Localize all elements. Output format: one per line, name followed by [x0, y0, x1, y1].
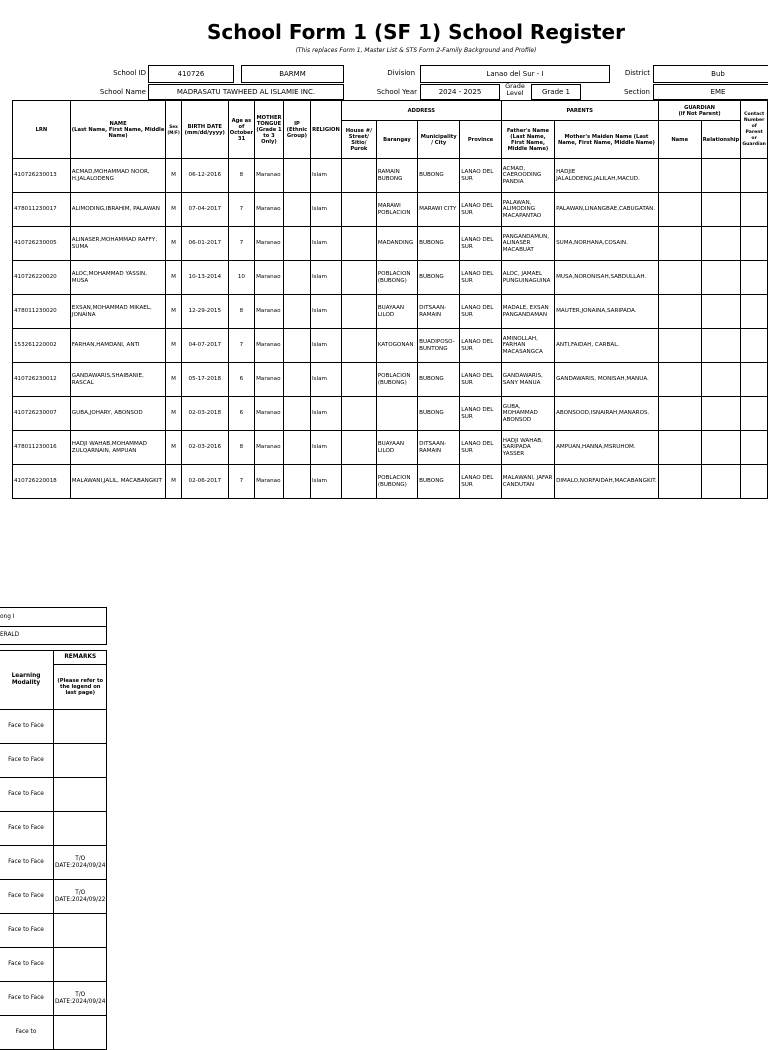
- remarks-legend-note: (Please refer to the legend on last page): [54, 665, 107, 710]
- mother-tongue-cell: Maranao: [255, 397, 284, 431]
- table-row: [13, 363, 768, 397]
- col-mother: Mother's Maiden Name (Last Name, First Name, Middle Name): [555, 121, 659, 159]
- province-cell: LANAO DEL SUR: [460, 397, 502, 431]
- guardian-relationship-cell: [701, 159, 741, 193]
- municipality-cell: DITSAAN-RAMAIN: [418, 295, 460, 329]
- contact-cell: [741, 363, 768, 397]
- birthdate-cell: 06-12-2016: [181, 159, 228, 193]
- col-contact: Contact Number of Parent or Guardian: [741, 101, 768, 159]
- mother-cell: AMPUAN,HANNA,MSRUHOM.: [555, 431, 659, 465]
- father-cell: PALAWAN, ALIMODING MACAPANTAO: [501, 193, 554, 227]
- birthdate-cell: 04-07-2017: [181, 329, 228, 363]
- remarks-cell: T/O DATE:2024/09/24: [54, 846, 107, 880]
- lrn-cell: 478011230020: [13, 295, 71, 329]
- ip-cell: [283, 465, 310, 499]
- province-cell: LANAO DEL SUR: [460, 193, 502, 227]
- house-cell: [341, 397, 376, 431]
- contact-cell: [741, 227, 768, 261]
- division-field: Lanao del Sur - I: [420, 65, 610, 83]
- house-cell: [341, 227, 376, 261]
- table-row: [13, 397, 768, 431]
- guardian-name-cell: [658, 193, 701, 227]
- col-barangay: Barangay: [376, 121, 417, 159]
- col-lrn: LRN: [13, 101, 71, 159]
- col-parents: PARENTS: [501, 101, 658, 121]
- lrn-cell: 410726230005: [13, 227, 71, 261]
- guardian-name-cell: [658, 227, 701, 261]
- division-label: Division: [387, 69, 415, 77]
- sex-cell: M: [166, 397, 181, 431]
- province-cell: LANAO DEL SUR: [460, 261, 502, 295]
- contact-cell: [741, 159, 768, 193]
- register-table: [12, 100, 768, 499]
- religion-cell: Islam: [310, 295, 341, 329]
- lrn-cell: 153261220002: [13, 329, 71, 363]
- grade-level-label: Grade Level: [505, 82, 525, 97]
- barangay-cell: BUAYAAN LILOD: [376, 295, 417, 329]
- religion-cell: Islam: [310, 193, 341, 227]
- barangay-cell: BUAYAAN LILOD: [376, 431, 417, 465]
- birthdate-cell: 02-03-2016: [181, 431, 228, 465]
- remarks-cell: [54, 914, 107, 948]
- mother-tongue-cell: Maranao: [255, 193, 284, 227]
- modality-cell: Face to Face: [0, 710, 54, 744]
- guardian-relationship-cell: [701, 465, 741, 499]
- municipality-cell: BUBONG: [418, 465, 460, 499]
- school-year-label: School Year: [376, 88, 417, 96]
- sex-cell: M: [166, 193, 181, 227]
- region-field: BARMM: [241, 65, 344, 83]
- col-age: Age as of October 31: [228, 101, 254, 159]
- mother-cell: GANDAWARIS, MONISAH,MANUA.: [555, 363, 659, 397]
- school-name-label: School Name: [99, 88, 146, 96]
- col-guardian-name: Name: [658, 121, 701, 159]
- ip-cell: [283, 193, 310, 227]
- religion-cell: Islam: [310, 261, 341, 295]
- contact-cell: [741, 431, 768, 465]
- religion-cell: Islam: [310, 159, 341, 193]
- form-title: School Form 1 (SF 1) School Register: [207, 20, 625, 44]
- father-cell: HADJI WAHAB, SARIPADA YASSER: [501, 431, 554, 465]
- mother-tongue-cell: Maranao: [255, 465, 284, 499]
- father-cell: GANDAWARIS, SANY MANUA: [501, 363, 554, 397]
- col-address: ADDRESS: [341, 101, 501, 121]
- mother-cell: MAUTER,JONAINA,SARIPADA.: [555, 295, 659, 329]
- col-house: House #/ Street/ Sitio/ Purok: [341, 121, 376, 159]
- guardian-relationship-cell: [701, 295, 741, 329]
- modality-cell: Face to Face: [0, 846, 54, 880]
- sex-cell: M: [166, 295, 181, 329]
- barangay-cell: RAMAIN BUBONG: [376, 159, 417, 193]
- province-cell: LANAO DEL SUR: [460, 465, 502, 499]
- remarks-cell: [54, 1016, 107, 1050]
- mother-cell: ANTI,FAIDAH, CARBAL.: [555, 329, 659, 363]
- municipality-cell: BUADIPOSO-BUNTONG: [418, 329, 460, 363]
- lrn-cell: 410726230007: [13, 397, 71, 431]
- municipality-cell: BUBONG: [418, 159, 460, 193]
- sex-cell: M: [166, 431, 181, 465]
- mother-cell: ABONSOOD,ISNAIRAH,MANAROS.: [555, 397, 659, 431]
- district-label: District: [624, 69, 650, 77]
- col-learning-modality: Learning Modality: [0, 651, 54, 710]
- house-cell: [341, 431, 376, 465]
- guardian-relationship-cell: [701, 329, 741, 363]
- col-guardian: GUARDIAN (if Not Parent): [658, 101, 740, 121]
- ip-cell: [283, 397, 310, 431]
- remarks-cell: [54, 778, 107, 812]
- mother-cell: SUMA,NORHANA,COSAIN.: [555, 227, 659, 261]
- lrn-cell: 410726230013: [13, 159, 71, 193]
- school-id-field: 410726: [148, 65, 234, 83]
- col-guardian-relationship: Relationship: [701, 121, 741, 159]
- table-row: [13, 295, 768, 329]
- province-cell: LANAO DEL SUR: [460, 431, 502, 465]
- remarks-cell: [54, 812, 107, 846]
- guardian-relationship-cell: [701, 193, 741, 227]
- birthdate-cell: 12-29-2015: [181, 295, 228, 329]
- mother-tongue-cell: Maranao: [255, 227, 284, 261]
- municipality-cell: MARAWI CITY: [418, 193, 460, 227]
- house-cell: [341, 329, 376, 363]
- modality-cell: Face to Face: [0, 778, 54, 812]
- mother-tongue-cell: Maranao: [255, 431, 284, 465]
- barangay-cell: MARAWI POBLACION: [376, 193, 417, 227]
- name-cell: GANDAWARIS,SHAIBANIE, RASCAL: [70, 363, 166, 397]
- sex-cell: M: [166, 159, 181, 193]
- birthdate-cell: 05-17-2018: [181, 363, 228, 397]
- col-birthdate: BIRTH DATE (mm/dd/yyyy): [181, 101, 228, 159]
- house-cell: [341, 159, 376, 193]
- ip-cell: [283, 159, 310, 193]
- remarks-cell: T/O DATE:2024/09/24: [54, 982, 107, 1016]
- province-cell: LANAO DEL SUR: [460, 295, 502, 329]
- name-cell: HADJI WAHAB,MOHAMMAD ZULQARNAIN, AMPUAN: [70, 431, 166, 465]
- district-field: Bub: [653, 65, 768, 83]
- barangay-cell: POBLACION (BUBONG): [376, 261, 417, 295]
- ip-cell: [283, 363, 310, 397]
- father-cell: PANGANDAMUN, ALINASER MACABUAT: [501, 227, 554, 261]
- modality-cell: Face to Face: [0, 948, 54, 982]
- municipality-cell: BUBONG: [418, 261, 460, 295]
- guardian-relationship-cell: [701, 431, 741, 465]
- side-header-line-1: ong I: [0, 608, 107, 627]
- ip-cell: [283, 227, 310, 261]
- form-subtitle: (This replaces Form 1, Master List & STS Form 2-Family Background and Profile): [295, 47, 537, 54]
- modality-cell: Face to: [0, 1016, 54, 1050]
- table-row: [13, 465, 768, 499]
- birthdate-cell: 06-01-2017: [181, 227, 228, 261]
- age-cell: 6: [228, 397, 254, 431]
- modality-remarks-table: [0, 607, 107, 1050]
- religion-cell: Islam: [310, 227, 341, 261]
- religion-cell: Islam: [310, 465, 341, 499]
- remarks-cell: T/O DATE:2024/09/22: [54, 880, 107, 914]
- name-cell: ALOC,MOHAMMAD YASSIN, MUSA: [70, 261, 166, 295]
- barangay-cell: POBLACION (BUBONG): [376, 363, 417, 397]
- guardian-relationship-cell: [701, 363, 741, 397]
- sex-cell: M: [166, 261, 181, 295]
- contact-cell: [741, 329, 768, 363]
- col-ip: IP (Ethnic Group): [283, 101, 310, 159]
- contact-cell: [741, 465, 768, 499]
- religion-cell: Islam: [310, 363, 341, 397]
- mother-tongue-cell: Maranao: [255, 363, 284, 397]
- municipality-cell: BUBONG: [418, 227, 460, 261]
- name-cell: ALIMODING,IBRAHIM, PALAWAN: [70, 193, 166, 227]
- barangay-cell: MADANDING: [376, 227, 417, 261]
- col-remarks: REMARKS: [54, 651, 107, 665]
- lrn-cell: 478011230016: [13, 431, 71, 465]
- contact-cell: [741, 193, 768, 227]
- name-cell: ALINASER,MOHAMMAD RAFFY, SUMA: [70, 227, 166, 261]
- province-cell: LANAO DEL SUR: [460, 159, 502, 193]
- age-cell: 8: [228, 159, 254, 193]
- municipality-cell: DITSAAN-RAMAIN: [418, 431, 460, 465]
- guardian-name-cell: [658, 295, 701, 329]
- father-cell: MALAWANI, JAFAR CANDUTAN: [501, 465, 554, 499]
- municipality-cell: BUBONG: [418, 397, 460, 431]
- ip-cell: [283, 295, 310, 329]
- mother-cell: DIMALO,NORFAIDAH,MACABANGKIT.: [555, 465, 659, 499]
- col-mother-tongue: MOTHER TONGUE (Grade 1 to 3 Only): [255, 101, 284, 159]
- mother-tongue-cell: Maranao: [255, 329, 284, 363]
- guardian-relationship-cell: [701, 261, 741, 295]
- house-cell: [341, 261, 376, 295]
- lrn-cell: 478011230017: [13, 193, 71, 227]
- municipality-cell: BUBONG: [418, 363, 460, 397]
- col-municipality: Municipality / City: [418, 121, 460, 159]
- barangay-cell: POBLACION (BUBONG): [376, 465, 417, 499]
- birthdate-cell: 07-04-2017: [181, 193, 228, 227]
- house-cell: [341, 295, 376, 329]
- modality-cell: Face to Face: [0, 880, 54, 914]
- mother-tongue-cell: Maranao: [255, 261, 284, 295]
- lrn-cell: 410726220018: [13, 465, 71, 499]
- table-row: [13, 261, 768, 295]
- religion-cell: Islam: [310, 397, 341, 431]
- table-row: [13, 227, 768, 261]
- col-name: NAME (Last Name, First Name, Middle Name): [70, 101, 166, 159]
- col-religion: RELIGION: [310, 101, 341, 159]
- birthdate-cell: 02-03-2018: [181, 397, 228, 431]
- remarks-cell: [54, 744, 107, 778]
- name-cell: ACMAD,MOHAMMAD NOOR, H,JALALODENG: [70, 159, 166, 193]
- table-row: [13, 193, 768, 227]
- age-cell: 10: [228, 261, 254, 295]
- mother-cell: HADJIE JALALODENG,JALILAH,MACUD.: [555, 159, 659, 193]
- section-label: Section: [623, 88, 650, 96]
- birthdate-cell: 10-13-2014: [181, 261, 228, 295]
- father-cell: ALOC, JAMAEL PUNGUINAGUINA: [501, 261, 554, 295]
- guardian-name-cell: [658, 261, 701, 295]
- guardian-name-cell: [658, 465, 701, 499]
- contact-cell: [741, 295, 768, 329]
- barangay-cell: [376, 397, 417, 431]
- col-sex: Sex (M/F): [166, 101, 181, 159]
- guardian-name-cell: [658, 329, 701, 363]
- grade-level-field: Grade 1: [531, 84, 581, 100]
- guardian-relationship-cell: [701, 227, 741, 261]
- mother-cell: PALAWAN,LINANGBAE,CABUGATAN.: [555, 193, 659, 227]
- name-cell: FARHAN,HAMDANI, ANTI: [70, 329, 166, 363]
- section-field: EME: [653, 84, 768, 100]
- sex-cell: M: [166, 465, 181, 499]
- religion-cell: Islam: [310, 431, 341, 465]
- mother-cell: MUSA,NORONISAH,SABDULLAH.: [555, 261, 659, 295]
- house-cell: [341, 193, 376, 227]
- father-cell: AMINOLLAH, FARHAN MACASANGCA: [501, 329, 554, 363]
- sex-cell: M: [166, 227, 181, 261]
- guardian-name-cell: [658, 431, 701, 465]
- ip-cell: [283, 261, 310, 295]
- sex-cell: M: [166, 363, 181, 397]
- modality-cell: Face to Face: [0, 914, 54, 948]
- school-year-field: 2024 - 2025: [420, 84, 500, 100]
- contact-cell: [741, 261, 768, 295]
- house-cell: [341, 363, 376, 397]
- age-cell: 7: [228, 465, 254, 499]
- col-province: Province: [460, 121, 502, 159]
- guardian-name-cell: [658, 159, 701, 193]
- ip-cell: [283, 431, 310, 465]
- father-cell: ACMAD, CAEROODING PANDIA: [501, 159, 554, 193]
- guardian-name-cell: [658, 397, 701, 431]
- age-cell: 7: [228, 193, 254, 227]
- col-father: Father's Name (Last Name, First Name, Middle Name): [501, 121, 554, 159]
- province-cell: LANAO DEL SUR: [460, 363, 502, 397]
- name-cell: GUBA,JOHARY, ABONSOD: [70, 397, 166, 431]
- province-cell: LANAO DEL SUR: [460, 227, 502, 261]
- age-cell: 8: [228, 295, 254, 329]
- remarks-cell: [54, 948, 107, 982]
- name-cell: EXSAN,MOHAMMAD MIKAEL, JONAINA: [70, 295, 166, 329]
- father-cell: GUBA, MOHAMMAD ABONSOD: [501, 397, 554, 431]
- side-header-line-2: ERALD: [0, 627, 107, 645]
- school-id-label: School ID: [113, 69, 146, 77]
- birthdate-cell: 02-06-2017: [181, 465, 228, 499]
- sex-cell: M: [166, 329, 181, 363]
- modality-cell: Face to Face: [0, 812, 54, 846]
- age-cell: 7: [228, 227, 254, 261]
- name-cell: MALAWANI,JALIL, MACABANGKIT: [70, 465, 166, 499]
- father-cell: MADALE, EXSAN PANGANDAMAN: [501, 295, 554, 329]
- mother-tongue-cell: Maranao: [255, 159, 284, 193]
- mother-tongue-cell: Maranao: [255, 295, 284, 329]
- modality-cell: Face to Face: [0, 744, 54, 778]
- guardian-relationship-cell: [701, 397, 741, 431]
- lrn-cell: 410726220020: [13, 261, 71, 295]
- contact-cell: [741, 397, 768, 431]
- house-cell: [341, 465, 376, 499]
- age-cell: 7: [228, 329, 254, 363]
- guardian-name-cell: [658, 363, 701, 397]
- ip-cell: [283, 329, 310, 363]
- modality-cell: Face to Face: [0, 982, 54, 1016]
- school-name-field: MADRASATU TAWHEED AL ISLAMIE INC.: [148, 84, 344, 100]
- age-cell: 6: [228, 363, 254, 397]
- province-cell: LANAO DEL SUR: [460, 329, 502, 363]
- table-row: [13, 431, 768, 465]
- barangay-cell: KATOGONAN: [376, 329, 417, 363]
- lrn-cell: 410726230012: [13, 363, 71, 397]
- age-cell: 8: [228, 431, 254, 465]
- table-row: [13, 159, 768, 193]
- religion-cell: Islam: [310, 329, 341, 363]
- remarks-cell: [54, 710, 107, 744]
- table-row: [13, 329, 768, 363]
